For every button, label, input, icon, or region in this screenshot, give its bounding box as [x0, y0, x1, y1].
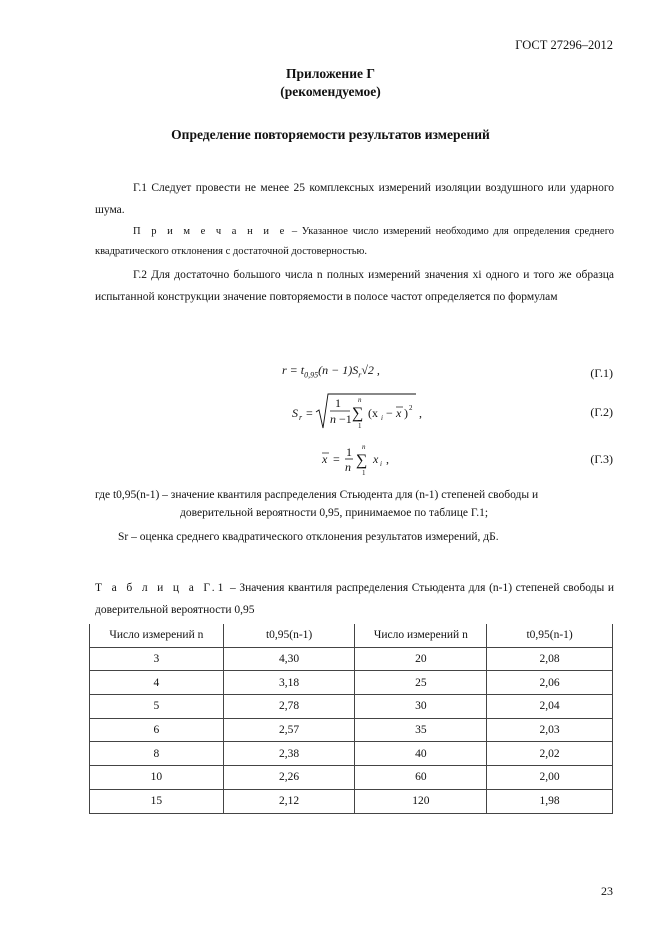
table-cell: 20 — [355, 647, 487, 671]
table-cell: 15 — [90, 789, 224, 813]
table-cell: 4 — [90, 671, 224, 695]
table-header-row — [90, 624, 613, 647]
table-row — [90, 718, 613, 742]
table-caption — [95, 578, 614, 621]
svg-text:i: i — [380, 460, 382, 468]
svg-text:=: = — [333, 452, 340, 466]
table-cell: 2,03 — [487, 718, 613, 742]
svg-text:(x: (x — [368, 406, 378, 420]
formula-g1-number: (Г.1) — [590, 366, 613, 380]
formula-g3 — [320, 441, 400, 477]
table-cell: 40 — [355, 742, 487, 766]
table-cell: 2,00 — [487, 766, 613, 790]
table-cell: 30 — [355, 695, 487, 719]
formula-g2-number: (Г.2) — [590, 405, 613, 419]
table-row — [90, 766, 613, 790]
table-cell: 6 — [90, 718, 224, 742]
table-cell: 2,06 — [487, 671, 613, 695]
svg-text:S: S — [292, 406, 298, 420]
svg-text:n: n — [362, 443, 366, 451]
svg-text:i: i — [381, 414, 383, 422]
note — [95, 222, 614, 262]
svg-text:n: n — [358, 396, 362, 404]
table-cell: 2,08 — [487, 647, 613, 671]
table-cell: 10 — [90, 766, 224, 790]
table-cell: 60 — [355, 766, 487, 790]
svg-text:∑: ∑ — [356, 452, 368, 469]
formula-g1: $r = t_{0,95}(n - 1)S_r√2$ , — [282, 363, 380, 380]
svg-text:r: r — [299, 413, 303, 422]
table-cell: 2,12 — [223, 789, 355, 813]
table-cell: 2,78 — [223, 695, 355, 719]
note-label: П р и м е ч а н и е — [133, 226, 288, 237]
table-row — [90, 789, 613, 813]
paragraph-g1: Г.1 Следует провести не менее 25 комплексных измерений изоляции воздушного или ударного шума. — [95, 182, 614, 216]
table-cell: 3,18 — [223, 671, 355, 695]
svg-text:1: 1 — [346, 445, 352, 459]
svg-text:1: 1 — [335, 396, 341, 410]
table-cell: 2,26 — [223, 766, 355, 790]
table-cell: 4,30 — [223, 647, 355, 671]
document-id: ГОСТ 27296–2012 — [515, 38, 613, 52]
student-quantile-table — [89, 624, 613, 814]
table-header-cell: Число измерений n — [355, 624, 487, 647]
svg-text:,: , — [386, 452, 389, 466]
table-caption-label: Т а б л и ц а Г.1 — [95, 582, 227, 594]
svg-text:2: 2 — [409, 404, 413, 412]
table-cell: 25 — [355, 671, 487, 695]
table-cell: 5 — [90, 695, 224, 719]
table-header-cell: t0,95(n-1) — [487, 624, 613, 647]
appendix-subtitle: (рекомендуемое) — [280, 84, 381, 99]
svg-text:x: x — [322, 452, 328, 466]
definition-t-cont: доверительной вероятности 0,95, принимаемое по таблице Г.1; — [180, 507, 489, 519]
section-title: Определение повторяемости результатов измерений — [171, 127, 490, 142]
table-row — [90, 671, 613, 695]
paragraph-g2: Г.2 Для достаточно большого числа n полных измерений значения xi одного и того же образца испытанной конструкции значение повторяемости в полосе частот определяется по формулам — [95, 269, 614, 303]
svg-text:−: − — [386, 406, 393, 420]
table-row — [90, 647, 613, 671]
table-header-cell: t0,95(n-1) — [223, 624, 355, 647]
note-text: – Указанное число измерений необходимо для определения среднего квадратического отклонения с достаточной достоверностью. — [95, 226, 614, 257]
table-caption-text: – Значения квантиля распределения Стьюдента для (n-1) степеней свободы и доверительной вероятности 0,95 — [95, 582, 614, 616]
table-cell: 2,38 — [223, 742, 355, 766]
definition-t: где t0,95(n-1) – значение квантиля распределения Стьюдента для (n-1) степеней свободы и — [95, 489, 539, 501]
appendix-title: Приложение Г — [286, 66, 375, 81]
svg-text:1: 1 — [362, 469, 366, 477]
table-cell: 8 — [90, 742, 224, 766]
page-number: 23 — [601, 884, 613, 898]
table-cell: 2,04 — [487, 695, 613, 719]
table-row — [90, 742, 613, 766]
table-header-cell: Число измерений n — [90, 624, 224, 647]
svg-text:1: 1 — [358, 422, 362, 430]
definition-sr: Sr – оценка среднего квадратического отклонения результатов измерений, дБ. — [118, 531, 499, 543]
table-cell: 2,02 — [487, 742, 613, 766]
table-cell: 2,57 — [223, 718, 355, 742]
table-cell: 3 — [90, 647, 224, 671]
table-cell: 1,98 — [487, 789, 613, 813]
svg-text:,: , — [419, 406, 422, 420]
table-row — [90, 695, 613, 719]
svg-text:x: x — [396, 406, 402, 420]
table-cell: 35 — [355, 718, 487, 742]
formula-g2 — [288, 390, 428, 436]
formula-g3-number: (Г.3) — [590, 452, 613, 466]
svg-text:=: = — [306, 406, 313, 420]
svg-text:): ) — [404, 406, 408, 420]
svg-text:−1: −1 — [339, 412, 352, 426]
svg-text:n: n — [330, 412, 336, 426]
table-cell: 120 — [355, 789, 487, 813]
svg-text:∑: ∑ — [352, 405, 364, 422]
svg-text:x: x — [373, 452, 379, 466]
svg-text:n: n — [345, 460, 351, 474]
